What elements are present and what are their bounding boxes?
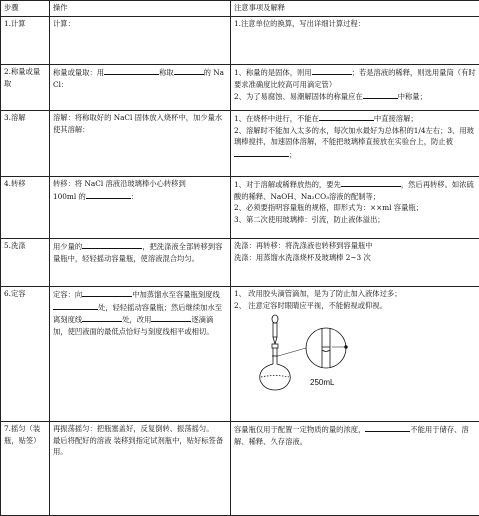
notes-cell — [231, 287, 479, 422]
note-text: 1、 改用胶头滴管滴加，是为了防止加入液体过多； — [234, 288, 476, 300]
operation-text: 计算： — [53, 19, 75, 28]
step-cell: 1.计算 — [1, 17, 50, 65]
fill-blank — [365, 423, 410, 432]
note-text: 中称量； — [398, 92, 427, 101]
step-cell: 3.溶解 — [1, 111, 50, 177]
note-text: 1、对于溶解或稀释放热的，要先 — [234, 180, 341, 189]
operation-cell — [50, 111, 231, 177]
step-cell: 5.洗涤 — [1, 239, 50, 287]
note-text: ，然后再转移。如浓硫酸的稀释、NaOH、Na₂CO₃溶液的配制等； — [234, 180, 474, 201]
note-text: 3、第二次使用玻璃棒：引流，防止液体溢出； — [234, 214, 476, 226]
header-operation: 操作 — [50, 1, 231, 17]
step-cell: 4.转移 — [1, 177, 50, 239]
flask-volume-label: 250mL — [310, 378, 335, 387]
notes-cell — [231, 17, 479, 65]
step-cell: 7.摇匀（装瓶，贴签） — [1, 422, 50, 516]
table-header-row — [1, 1, 479, 17]
dropper-icon — [272, 315, 278, 344]
notes-cell — [231, 65, 479, 111]
note-text: ； — [289, 150, 296, 159]
operation-text: 的 NaCl： — [53, 68, 224, 89]
header-step: 步骤 — [1, 1, 50, 17]
fill-blank — [86, 190, 131, 199]
fill-blank — [151, 313, 191, 322]
note-text: 1.注意单位的换算，写出详细计算过程： — [234, 19, 365, 28]
fill-blank — [82, 240, 142, 249]
operation-text: 100ml 的 — [53, 192, 86, 201]
operation-text: 最后将配好的溶液 装移到指定试剂瓶中，贴好标签备用。 — [53, 435, 227, 458]
note-text: ；若是溶液的稀释，则选用量筒（有时要求准确度比较高可用滴定管） — [234, 68, 476, 89]
table-row — [1, 239, 479, 287]
operation-cell — [50, 422, 231, 516]
fill-blank — [53, 301, 98, 310]
fill-blank — [174, 66, 204, 75]
notes-cell — [231, 111, 479, 177]
table-row — [1, 17, 479, 65]
table-row — [1, 177, 479, 239]
note-text: 容量瓶仅用于配置一定物质的量的浓度， — [234, 425, 365, 434]
table-row — [1, 287, 479, 422]
operation-text: 用少量的 — [53, 242, 82, 251]
note-text: 1、在烧杯中进行，不能在 — [234, 114, 319, 123]
note-text: 洗涤：再转移：将洗涤液也转移到容量瓶中 — [234, 240, 476, 252]
fill-blank — [319, 112, 374, 121]
note-text: 洗涤：用蒸馏水洗涤烧杯及玻璃棒 2~3 次 — [234, 252, 476, 264]
operation-text: 称取 — [159, 68, 174, 77]
fill-blank — [82, 288, 132, 297]
flask-icon — [260, 344, 290, 390]
step-cell: 6.定容 — [1, 287, 50, 422]
operation-cell — [50, 287, 231, 422]
operation-text: ，把洗涤液全部转移到容量瓶中，轻轻摇动容量瓶，使溶液混合均匀。 — [53, 242, 222, 263]
fill-blank — [312, 66, 352, 75]
operation-text: 定容：向 — [53, 290, 82, 299]
fill-blank — [82, 313, 122, 322]
note-text: 2、 注意定容时眼睛应平视，不能俯视或仰视。 — [234, 300, 476, 312]
operation-text: ： — [131, 192, 138, 201]
magnifier-icon — [278, 328, 347, 368]
note-text: 2、必须要指明容量瓶的规格，即形式为：××ml 容量瓶； — [234, 202, 476, 214]
volumetric-flask-figure — [252, 314, 362, 392]
operation-cell — [50, 239, 231, 287]
notes-cell — [231, 422, 479, 516]
operation-cell — [50, 177, 231, 239]
note-text: 不能用于储存、溶解、稀释、久存溶液。 — [234, 425, 469, 446]
operation-text: 再振荡摇匀：把瓶塞盖好，反复倒转、振荡摇匀。 — [53, 424, 214, 433]
header-notes: 注意事项及解释 — [231, 1, 479, 17]
operation-text: 溶解：将称取好的 NaCl 固体放入烧杯中，加少量水使其溶解： — [53, 113, 222, 134]
operation-text: 处，轻轻摇动容量瓶；然后继续加水至离刻度线 — [53, 303, 222, 325]
table-row — [1, 422, 479, 516]
operation-text: 处，改用 — [122, 315, 151, 324]
table-row — [1, 111, 479, 177]
table-row — [1, 65, 479, 111]
step-cell: 2.称量或量取 — [1, 65, 50, 111]
fill-blank — [234, 148, 289, 157]
operation-text: 中加蒸馏水至容量瓶刻度线 — [132, 290, 220, 299]
notes-cell — [231, 177, 479, 239]
note-text: 2、溶解时不能加入太多的水，每次加水最好为总体积的1/4左右；3、用玻璃棒搅拌，加速固体溶解，不能把玻璃棒直接放在实验台上，防止被 — [234, 126, 474, 147]
operation-text: 称量或量取：用 — [53, 68, 104, 77]
fill-blank — [341, 178, 401, 187]
operation-cell — [50, 65, 231, 111]
notes-cell — [231, 239, 479, 287]
fill-blank — [363, 90, 398, 99]
note-text: 中直接溶解； — [374, 114, 418, 123]
note-text: 2、为了易腐蚀、易潮解固体的称量应在 — [234, 92, 363, 101]
operation-cell — [50, 17, 231, 65]
note-text: 1、称量的是固体，则用 — [234, 68, 312, 77]
operation-text: 逐滴滴加，使凹液面的最低点恰好与刻度线相平或相切。 — [53, 315, 214, 336]
operation-text: 转移：将 NaCl 溶液沿玻璃棒小心转移到 — [53, 179, 186, 188]
fill-blank — [104, 66, 159, 75]
